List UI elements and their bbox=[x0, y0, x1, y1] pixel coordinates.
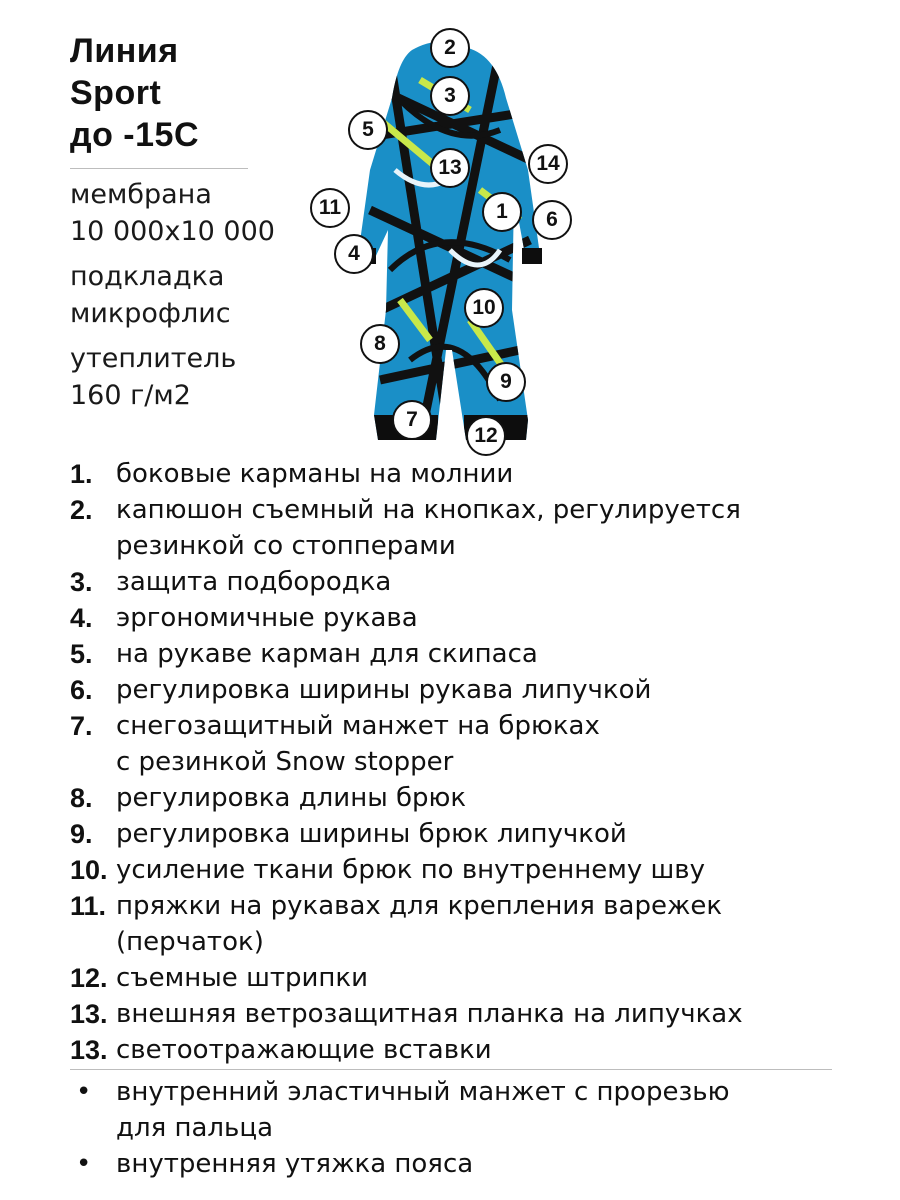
extras-list bbox=[70, 1074, 870, 1182]
feature-text: снегозащитный манжет на брюках bbox=[116, 711, 600, 741]
snowsuit-illustration bbox=[300, 20, 590, 460]
feature-number: 5. bbox=[70, 639, 93, 669]
feature-item bbox=[70, 816, 870, 852]
feature-number: 6. bbox=[70, 675, 93, 705]
feature-text: съемные штрипки bbox=[116, 963, 369, 993]
extras-text: внутренний эластичный манжет с прорезью bbox=[116, 1077, 730, 1107]
feature-number: 4. bbox=[70, 603, 93, 633]
feature-text: капюшон съемный на кнопках, регулируется bbox=[116, 495, 741, 525]
callout-14: 14 bbox=[528, 144, 568, 184]
callout-5: 5 bbox=[348, 110, 388, 150]
feature-text: усиление ткани брюк по внутреннему шву bbox=[116, 855, 705, 885]
callout-2: 2 bbox=[430, 28, 470, 68]
feature-text: эргономичные рукава bbox=[116, 603, 418, 633]
bullet: • bbox=[76, 1149, 92, 1179]
extras-item bbox=[70, 1074, 870, 1146]
extras-item bbox=[70, 1146, 870, 1182]
callout-7: 7 bbox=[392, 400, 432, 440]
feature-item bbox=[70, 888, 870, 960]
feature-item bbox=[70, 960, 870, 996]
feature-item bbox=[70, 456, 870, 492]
feature-number: 7. bbox=[70, 711, 93, 741]
feature-item bbox=[70, 708, 870, 780]
feature-number: 2. bbox=[70, 495, 93, 525]
feature-text: на рукаве карман для скипаса bbox=[116, 639, 538, 669]
spec-value: микрофлис bbox=[70, 298, 231, 329]
feature-item bbox=[70, 1032, 870, 1068]
callout-4: 4 bbox=[334, 234, 374, 274]
feature-item bbox=[70, 780, 870, 816]
specs-block bbox=[70, 176, 275, 422]
feature-text: светоотражающие вставки bbox=[116, 1035, 492, 1065]
divider bbox=[70, 168, 248, 169]
feature-number: 9. bbox=[70, 819, 93, 849]
title-line: Линия bbox=[70, 32, 179, 70]
spec-value: 10 000х10 000 bbox=[70, 216, 275, 247]
feature-text: резинкой со стопперами bbox=[116, 531, 456, 561]
title-line: до -15С bbox=[70, 116, 199, 154]
callout-3: 3 bbox=[430, 76, 470, 116]
extras-text: внутренняя утяжка пояса bbox=[116, 1149, 474, 1179]
feature-number: 8. bbox=[70, 783, 93, 813]
spec-membrane bbox=[70, 176, 275, 250]
feature-number: 1. bbox=[70, 459, 93, 489]
callout-11: 11 bbox=[310, 188, 350, 228]
bullet: • bbox=[76, 1077, 92, 1107]
divider bbox=[70, 1069, 832, 1070]
callout-12: 12 bbox=[466, 416, 506, 456]
feature-number: 3. bbox=[70, 567, 93, 597]
product-line-title bbox=[70, 30, 199, 156]
feature-number: 11. bbox=[70, 891, 107, 921]
spec-label: подкладка bbox=[70, 261, 225, 292]
feature-text: защита подбородка bbox=[116, 567, 392, 597]
spec-value: 160 г/м2 bbox=[70, 380, 191, 411]
feature-text: (перчаток) bbox=[116, 927, 264, 957]
feature-number: 12. bbox=[70, 963, 108, 993]
feature-text: регулировка ширины брюк липучкой bbox=[116, 819, 627, 849]
callout-8: 8 bbox=[360, 324, 400, 364]
callout-1: 1 bbox=[482, 192, 522, 232]
feature-number: 10. bbox=[70, 855, 108, 885]
feature-item bbox=[70, 852, 870, 888]
feature-item bbox=[70, 564, 870, 600]
feature-item bbox=[70, 996, 870, 1032]
spec-insulation bbox=[70, 340, 275, 414]
feature-text: с резинкой Snow stopper bbox=[116, 747, 454, 777]
spec-label: утеплитель bbox=[70, 343, 237, 374]
feature-item bbox=[70, 672, 870, 708]
spec-lining bbox=[70, 258, 275, 332]
callout-9: 9 bbox=[486, 362, 526, 402]
feature-number: 13. bbox=[70, 999, 108, 1029]
spec-label: мембрана bbox=[70, 179, 212, 210]
callout-10: 10 bbox=[464, 288, 504, 328]
feature-text: регулировка ширины рукава липучкой bbox=[116, 675, 652, 705]
feature-item bbox=[70, 492, 870, 564]
title-line: Sport bbox=[70, 74, 162, 112]
feature-text: пряжки на рукавах для крепления варежек bbox=[116, 891, 723, 921]
feature-item bbox=[70, 600, 870, 636]
feature-text: регулировка длины брюк bbox=[116, 783, 467, 813]
callout-13: 13 bbox=[430, 148, 470, 188]
feature-number: 13. bbox=[70, 1035, 108, 1065]
feature-item bbox=[70, 636, 870, 672]
callout-6: 6 bbox=[532, 200, 572, 240]
feature-text: внешняя ветрозащитная планка на липучках bbox=[116, 999, 743, 1029]
feature-text: боковые карманы на молнии bbox=[116, 459, 514, 489]
feature-list bbox=[70, 456, 870, 1068]
extras-text: для пальца bbox=[116, 1113, 274, 1143]
